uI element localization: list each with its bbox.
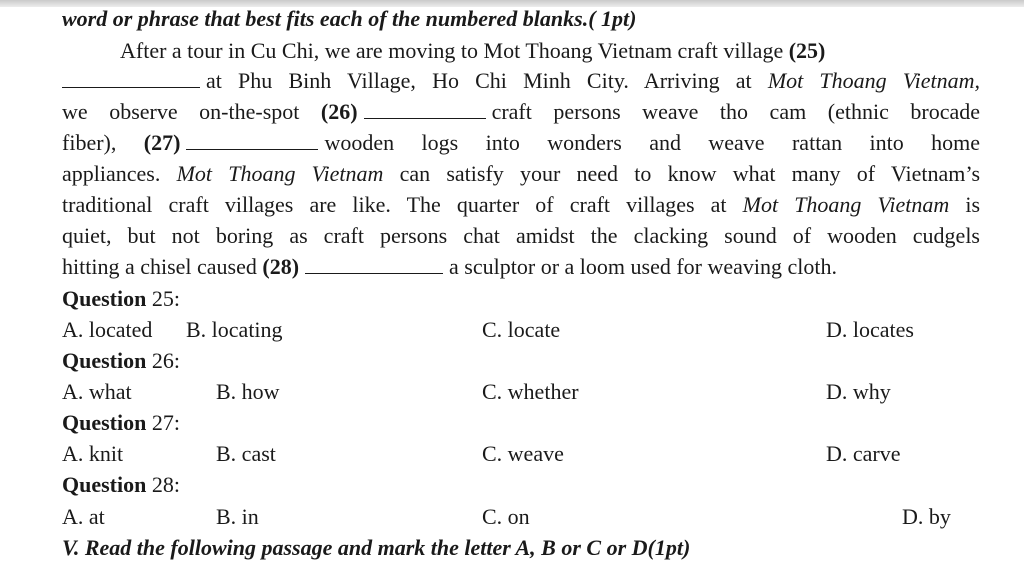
blank-28[interactable] [305, 253, 443, 274]
blank-number-27: (27) [143, 130, 181, 155]
blank-number-28: (28) [262, 254, 300, 279]
q28-option-a[interactable]: A. at [62, 504, 105, 529]
blank-number-26: (26) [320, 99, 358, 124]
blank-25[interactable] [62, 67, 200, 88]
question-25-label: Question 25: [62, 286, 180, 311]
instruction-top: word or phrase that best fits each of the numbered blanks.( 1pt) [62, 6, 637, 31]
q26-option-a[interactable]: A. what [62, 379, 132, 404]
q25-option-a[interactable]: A. located [62, 317, 153, 342]
q27-option-b[interactable]: B. cast [216, 441, 276, 466]
q26-option-d[interactable]: D. why [826, 379, 891, 404]
question-28-label: Question 28: [62, 472, 180, 497]
blank-number-25: (25) [788, 38, 826, 63]
passage-line-7: quiet, but not boring as craft persons chat amidst the clacking sound of wooden cudgels [62, 223, 980, 248]
q27-option-d[interactable]: D. carve [826, 441, 901, 466]
q28-option-b[interactable]: B. in [216, 504, 259, 529]
passage-line-2: at Phu Binh Village, Ho Chi Minh City. Arriving at Mot Thoang Vietnam, [62, 66, 980, 96]
q26-option-b[interactable]: B. how [216, 379, 280, 404]
blank-26[interactable] [364, 98, 486, 119]
q26-option-c[interactable]: C. whether [482, 379, 579, 404]
q25-option-d[interactable]: D. locates [826, 317, 914, 342]
question-27-label: Question 27: [62, 410, 180, 435]
passage-line-3: we observe on-the-spot (26) craft persons weave tho cam (ethnic brocade [62, 99, 980, 124]
q27-option-c[interactable]: C. weave [482, 441, 564, 466]
instruction-bottom: V. Read the following passage and mark the letter A, B or C or D(1pt) [62, 535, 691, 560]
q28-option-d[interactable]: D. by [902, 504, 951, 529]
passage-line-8: hitting a chisel caused (28) a sculptor or a loom used for weaving cloth. [62, 254, 838, 279]
q27-option-a[interactable]: A. knit [62, 441, 124, 466]
passage-line-1: After a tour in Cu Chi, we are moving to Mot Thoang Vietnam craft village (25) [120, 38, 826, 63]
q28-option-c[interactable]: C. on [482, 504, 530, 529]
passage-line-6: traditional craft villages are like. The quarter of craft villages at Mot Thoang Vietnam is [62, 192, 981, 217]
blank-27[interactable] [186, 129, 318, 150]
passage-line-4: fiber), (27) wooden logs into wonders and weave rattan into home [62, 130, 981, 155]
question-26-label: Question 26: [62, 348, 180, 373]
passage-line-5: appliances. Mot Thoang Vietnam can satisfy your need to know what many of Vietnam’s [62, 161, 981, 186]
q25-option-c[interactable]: C. locate [482, 317, 561, 342]
q25-option-b[interactable]: B. locating [186, 317, 283, 342]
